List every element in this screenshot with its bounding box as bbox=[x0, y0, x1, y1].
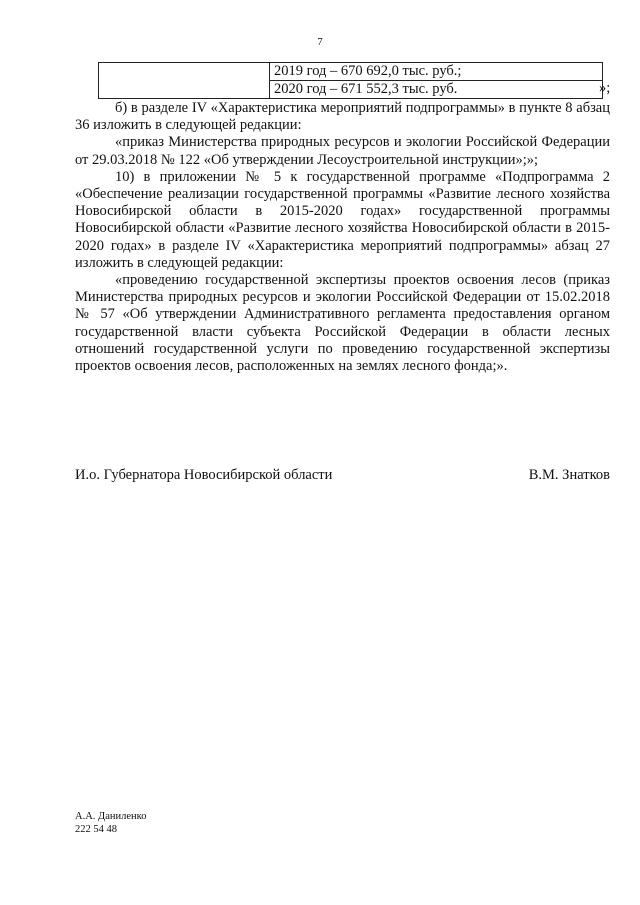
paragraph-expertise: «проведению государственной экспертизы проектов освоения лесов (приказ Министерства природных ресурсов и экологии Российской Федерации от 15.02.2018 № 57 «Об утверждении Административного регламента предоставления органом государственной власти субъекта Российской Федерации в области лесных отношений государственной услуги по проведению государственной экспертизы проектов освоения лесов, расположенных на землях лесного фонда;». bbox=[75, 272, 610, 375]
table-cell-2019: 2019 год – 670 692,0 тыс. руб.; bbox=[270, 63, 603, 81]
signatory-name: В.М. Знатков bbox=[528, 467, 610, 483]
paragraph-order-122: «приказ Министерства природных ресурсов и экологии Российской Федерации от 29.03.2018 № 122 «Об утверждении Лесоустроительной инструкции»;»; bbox=[75, 134, 610, 168]
executor-phone: 222 54 48 bbox=[75, 824, 117, 835]
document-body bbox=[75, 100, 610, 375]
budget-table bbox=[98, 62, 603, 99]
table-empty-cell bbox=[99, 63, 270, 99]
executor-name: А.А. Даниленко bbox=[75, 811, 147, 822]
signature-block bbox=[75, 467, 610, 484]
table-cell-2020: 2020 год – 671 552,3 тыс. руб. bbox=[270, 81, 603, 99]
page-number: 7 bbox=[317, 36, 323, 48]
executor-block bbox=[75, 810, 146, 836]
table-row bbox=[99, 63, 603, 81]
table-closing-quote: »; bbox=[599, 80, 611, 96]
signatory-position: И.о. Губернатора Новосибирской области bbox=[75, 467, 333, 483]
paragraph-10: 10) в приложении № 5 к государственной программе «Подпрограмма 2 «Обеспечение реализации государственной программы «Развитие лесного хозяйства Новосибирской области в 2015-2020 годах» государственной программы Новосибирской области «Развитие лесного хозяйства Новосибирской области в 2015-2020 годах» в разделе IV «Характеристика мероприятий подпрограммы» абзац 27 изложить в следующей редакции: bbox=[75, 168, 610, 271]
paragraph-b: б) в разделе IV «Характеристика мероприятий подпрограммы» в пункте 8 абзац 36 изложить в следующей редакции: bbox=[75, 100, 610, 134]
